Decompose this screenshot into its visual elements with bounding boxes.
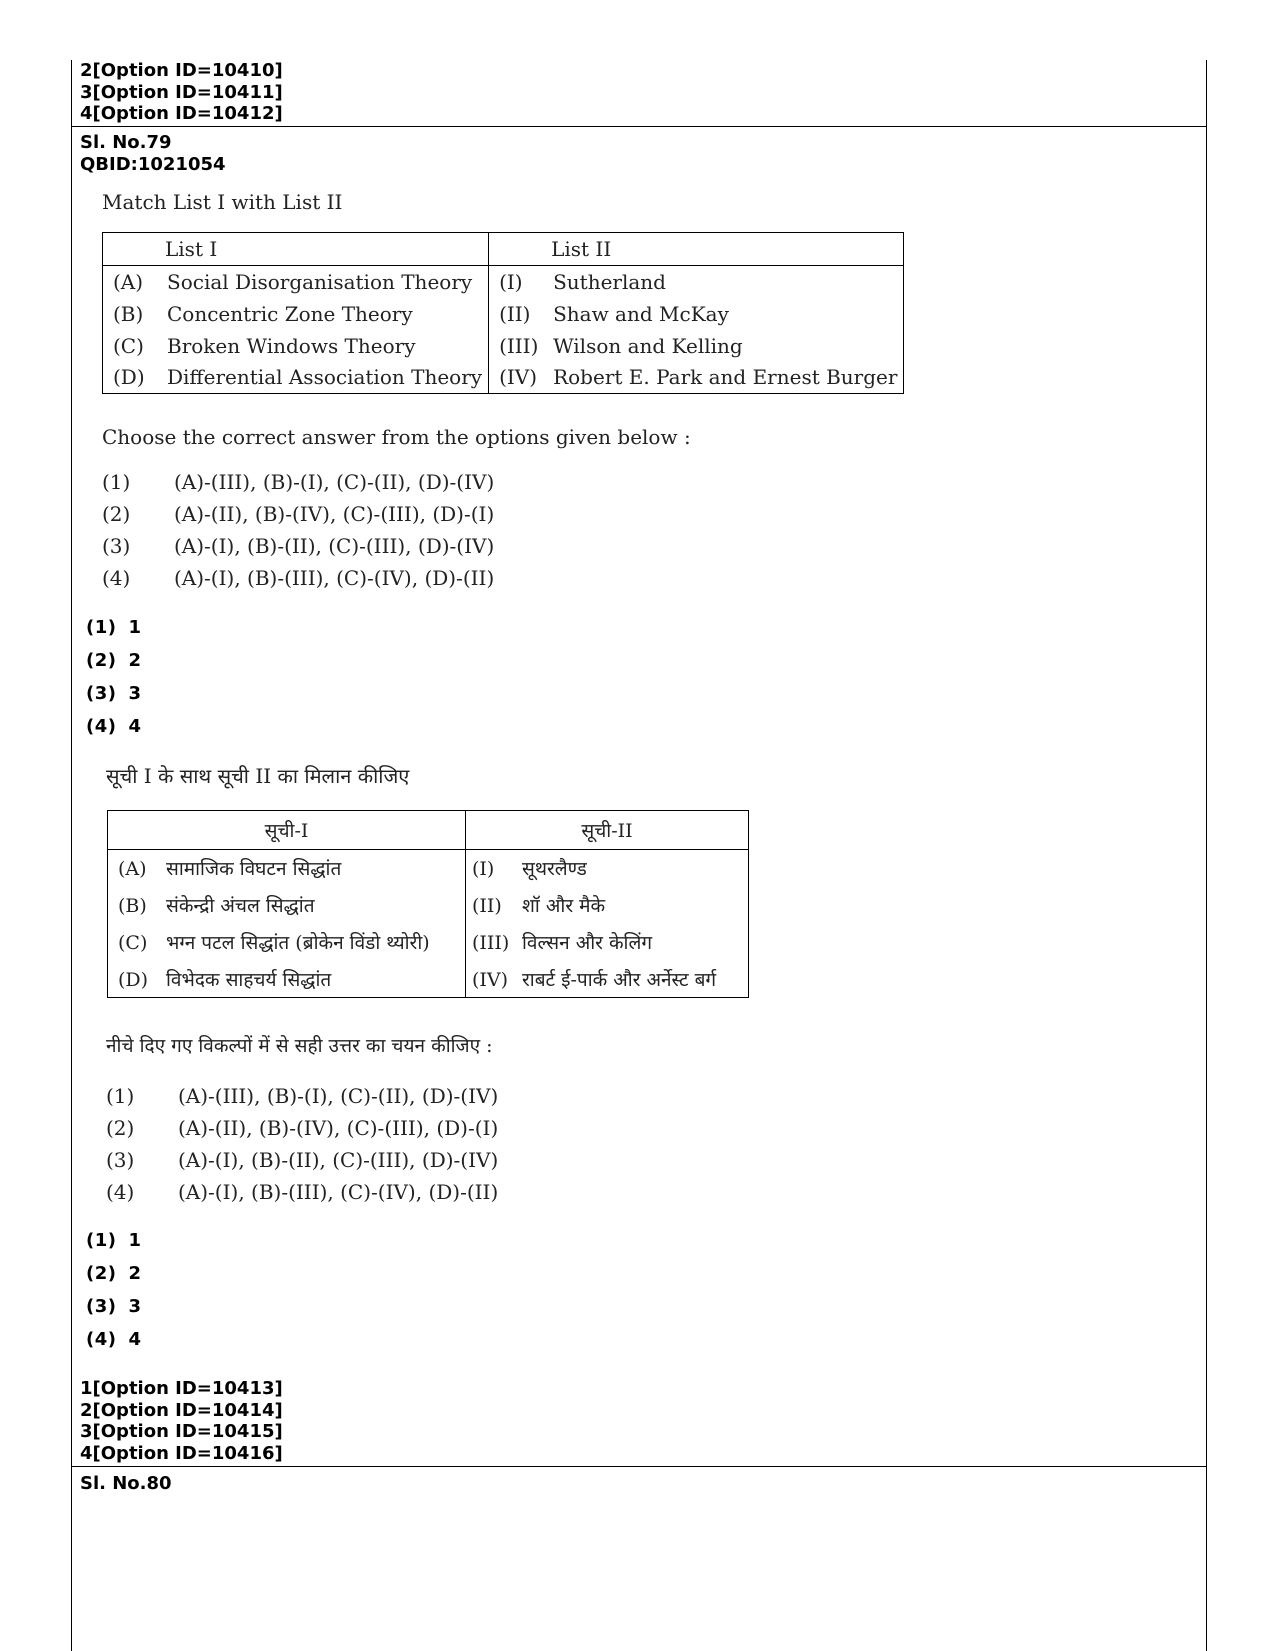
option-id-line: 1[Option ID=10413] — [80, 1378, 283, 1399]
option-id-line: 3[Option ID=10411] — [80, 81, 283, 103]
list2-header: सूची-II — [466, 811, 749, 850]
answer-choice[interactable]: (2) 2 — [86, 1263, 142, 1284]
option-id-line: 4[Option ID=10412] — [80, 103, 283, 124]
english-prompt: Match List I with List II — [102, 190, 343, 214]
list1-header: List I — [103, 233, 489, 266]
list2-cell: (I) सूथरलैण्ड — [466, 850, 749, 887]
list1-cell: (C) Broken Windows Theory — [103, 330, 489, 362]
list2-cell: (I) Sutherland — [489, 266, 904, 298]
serial-number: Sl. No.79 — [80, 132, 172, 153]
list1-cell: (B) संकेन्द्री अंचल सिद्धांत — [108, 887, 466, 924]
question-header — [80, 132, 226, 175]
answer-choice[interactable]: (2) 2 — [86, 650, 142, 671]
next-serial-number: Sl. No.80 — [80, 1473, 172, 1494]
list1-cell: (A) सामाजिक विघटन सिद्धांत — [108, 850, 466, 887]
divider — [72, 1466, 1206, 1467]
english-match-table — [102, 232, 904, 394]
list2-cell: (III) विल्सन और केलिंग — [466, 924, 749, 961]
hindi-choose-text: नीचे दिए गए विकल्पों में से सही उत्तर का चयन कीजिए : — [106, 1035, 493, 1057]
answer-choice[interactable]: (3) 3 — [86, 683, 142, 704]
english-choose-text: Choose the correct answer from the options given below : — [102, 425, 691, 449]
list1-cell: (D) Differential Association Theory — [103, 362, 489, 394]
list2-cell: (II) शॉ और मैके — [466, 887, 749, 924]
list2-cell: (IV) राबर्ट ई-पार्क और अर्नेस्ट बर्ग — [466, 961, 749, 998]
qbid: QBID:1021054 — [80, 153, 226, 175]
answer-choice[interactable]: (3) 3 — [86, 1296, 142, 1317]
list1-cell: (D) विभेदक साहचर्य सिद्धांत — [108, 961, 466, 998]
option-id-line: 4[Option ID=10416] — [80, 1442, 283, 1464]
list2-header: List II — [489, 233, 904, 266]
option-ids — [80, 1378, 283, 1464]
answer-choice[interactable]: (1) 1 — [86, 1230, 142, 1251]
hindi-prompt: सूची I के साथ सूची II का मिलान कीजिए — [106, 764, 410, 788]
list2-cell: (II) Shaw and McKay — [489, 298, 904, 330]
divider — [72, 126, 1206, 127]
list2-cell: (IV) Robert E. Park and Ernest Burger — [489, 362, 904, 394]
option-id-line: 2[Option ID=10414] — [80, 1399, 283, 1421]
answer-choice[interactable]: (1) 1 — [86, 617, 142, 638]
list1-cell: (A) Social Disorganisation Theory — [103, 266, 489, 298]
prev-option-ids — [80, 60, 283, 125]
option-id-line: 2[Option ID=10410] — [80, 60, 283, 81]
list2-cell: (III) Wilson and Kelling — [489, 330, 904, 362]
hindi-match-table — [107, 810, 749, 998]
answer-choice[interactable]: (4) 4 — [86, 716, 142, 737]
answer-choice[interactable]: (4) 4 — [86, 1329, 142, 1350]
list1-header: सूची-I — [108, 811, 466, 850]
list1-cell: (B) Concentric Zone Theory — [103, 298, 489, 330]
question-sheet: 2[Option ID=10410] 3[Option ID=10411] 4[Option ID=10412] Sl. No.79 QBID:1021054 Match List I with List II List I List II (A) Social Disorganisation Theory (I) Sutherland (B) Concentric Zone Theory (II) Shaw and McKay (C) Broken Windows Theory (III) Wilson and Kelling (D) Differential Association Theory (IV) Robert E. Park and Ernest Burger Choose the correct answer from the options given below : (1) (A)-(III), (B)-(I), (C)-(II), (D)-(IV) (2) (A)-(II), (B)-(IV), (C)-(III), (D)-(I) (3) (A)-(I), (B)-(II), (C)-(III), (D)-(IV) (4) (A)-(I), (B)-(III), (C)-(IV), (D)-(II) (1) 1 (2) 2 (3) 3 (4) 4 सूची I के साथ सूची II का मिलान कीजिए सूची-I सूची-II (A) सामाजिक विघटन सिद्धांत (I) सूथरलैण्ड (B) संकेन्द्री अंचल सिद्धांत (II) शॉ और मैके (C) भग्न पटल सिद्धांत (ब्रोकेन विंडो थ्योरी) (III) विल्सन और केलिंग (D) विभेदक साहचर्य सिद्धांत (IV) राबर्ट ई-पार्क और अर्नेस्ट बर्ग नीचे दिए गए विकल्पों में से सही उत्तर का चयन कीजिए : (1) (A)-(III), (B)-(I), (C)-(II), (D)-(IV) (2) (A)-(II), (B)-(IV), (C)-(III), (D)-(I) (3) (A)-(I), (B)-(II), (C)-(III), (D)-(IV) (4) (A)-(I), (B)-(III), (C)-(IV), (D)-(II) (1) 1 (2) 2 (3) 3 (4) 4 1[Option ID=10413] 2[Option ID=10414] 3[Option ID=10415] 4[Option ID=10416] Sl. No.80 — [71, 60, 1207, 1651]
option-id-line: 3[Option ID=10415] — [80, 1421, 283, 1442]
list1-cell: (C) भग्न पटल सिद्धांत (ब्रोकेन विंडो थ्योरी) — [108, 924, 466, 961]
